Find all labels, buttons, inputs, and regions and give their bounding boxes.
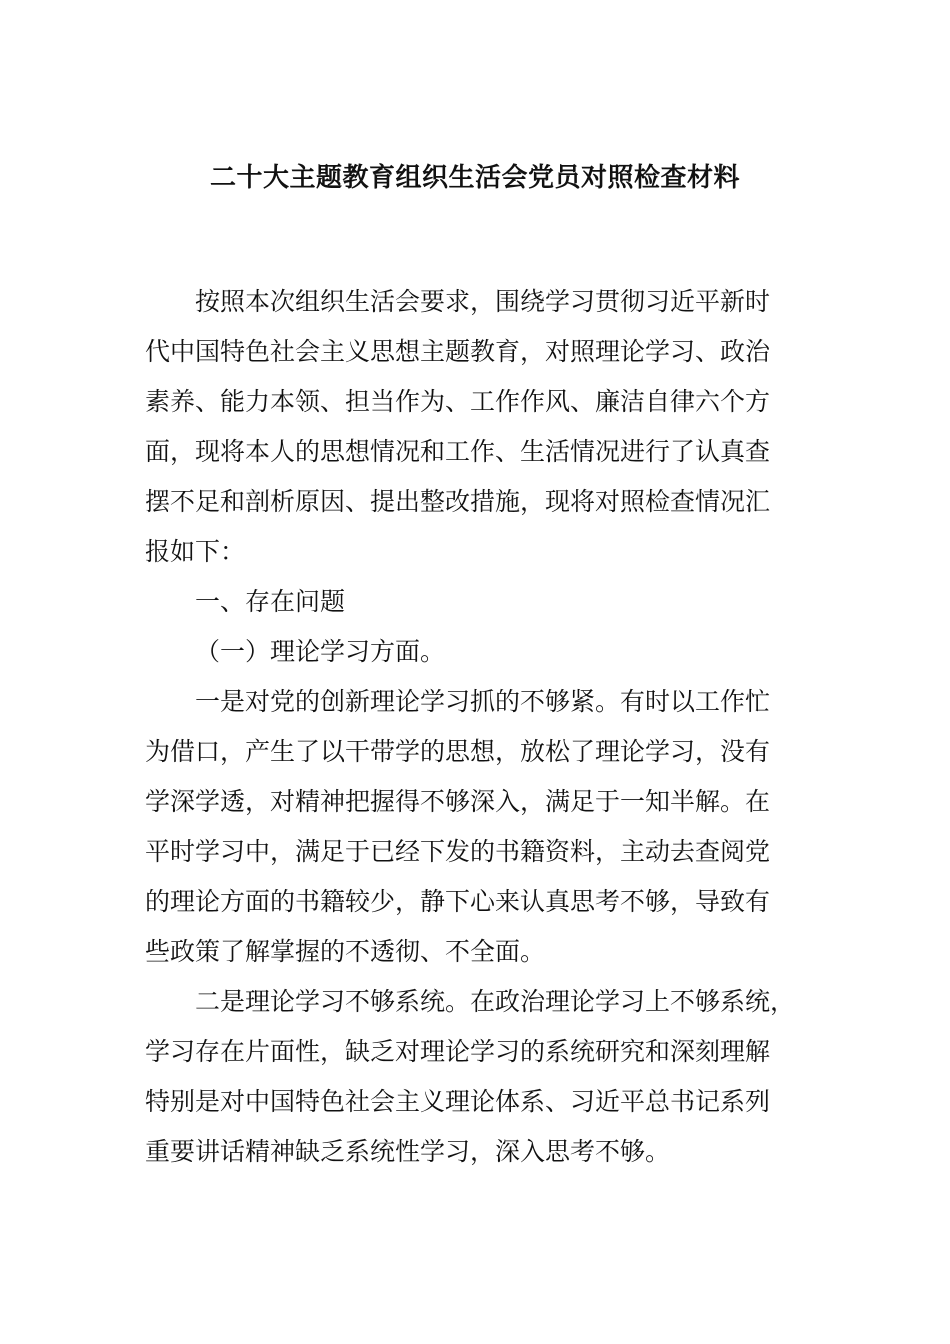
text-line: 些政策了解掌握的不透彻、不全面。 xyxy=(145,937,546,966)
document-title: 二十大主题教育组织生活会党员对照检查材料 xyxy=(209,163,740,193)
text-line: 学深学透，对精神把握得不够深入，满足于一知半解。在 xyxy=(145,787,771,816)
text-line: 素养、能力本领、担当作为、工作作风、廉洁自律六个方 xyxy=(145,387,771,416)
document-body xyxy=(145,277,825,1177)
text-line: 代中国特色社会主义思想主题教育，对照理论学习、政治 xyxy=(145,337,771,366)
text-line: 面，现将本人的思想情况和工作、生活情况进行了认真查 xyxy=(145,437,771,466)
text-line: 学习存在片面性，缺乏对理论学习的系统研究和深刻理解 xyxy=(145,1037,771,1066)
text-line: 的理论方面的书籍较少，静下心来认真思考不够，导致有 xyxy=(145,887,771,916)
issue-paragraph-two xyxy=(145,977,825,1177)
intro-paragraph xyxy=(145,277,825,577)
text-line: 二是理论学习不够系统。在政治理论学习上不够系统， xyxy=(195,987,796,1016)
issue-paragraph-one xyxy=(145,677,825,977)
text-line: 报如下： xyxy=(145,537,246,566)
heading-text: （一）理论学习方面。 xyxy=(195,637,446,666)
text-line: 摆不足和剖析原因、提出整改措施，现将对照检查情况汇 xyxy=(145,487,771,516)
text-line: 重要讲话精神缺乏系统性学习，深入思考不够。 xyxy=(145,1137,671,1166)
subsection-heading xyxy=(145,627,825,677)
text-line: 平时学习中，满足于已经下发的书籍资料，主动去查阅党 xyxy=(145,837,771,866)
text-line: 按照本次组织生活会要求，围绕学习贯彻习近平新时 xyxy=(195,287,771,316)
section-heading xyxy=(145,577,825,627)
text-line: 为借口，产生了以干带学的思想，放松了理论学习，没有 xyxy=(145,737,771,766)
text-line: 特别是对中国特色社会主义理论体系、习近平总书记系列 xyxy=(145,1087,771,1116)
text-line: 一是对党的创新理论学习抓的不够紧。有时以工作忙 xyxy=(195,687,771,716)
heading-text: 一、存在问题 xyxy=(195,587,346,616)
